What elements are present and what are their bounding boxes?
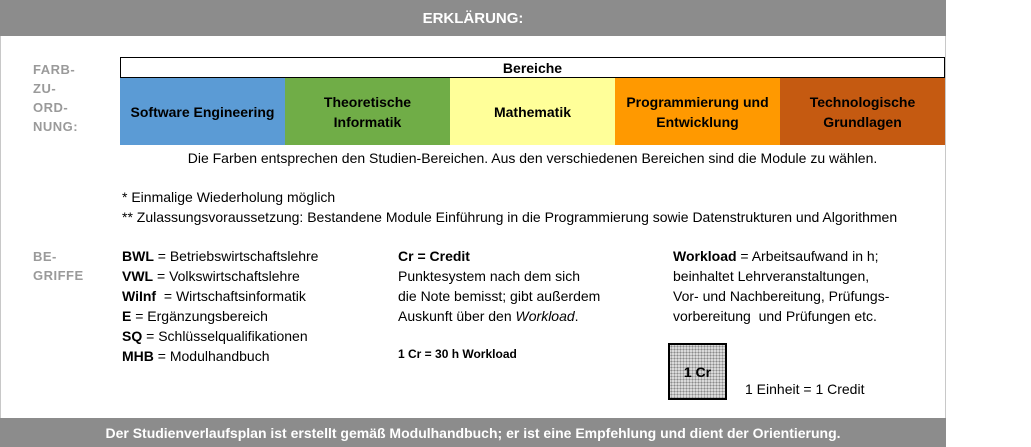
workload-text-line: Vor- und Nachbereitung, Prüfungs- <box>673 288 890 304</box>
credit-text-line: die Note bemisst; gibt außerdem <box>398 288 601 304</box>
workload-def: = Arbeitsaufwand in h; <box>736 248 879 264</box>
farb-label-line: ORD- <box>33 100 69 115</box>
legend-header <box>0 0 946 36</box>
bereiche-title: Bereiche <box>502 59 563 76</box>
farb-label-line: FARB- <box>33 62 76 77</box>
workload-definition <box>673 246 889 326</box>
abbr-definition: = Ergänzungsbereich <box>131 308 268 324</box>
farbzuordnung-label <box>33 60 78 136</box>
farb-label-line: NUNG: <box>33 119 79 134</box>
note-admission: ** Zulassungsvoraussetzung: Bestandene Module Einführung in die Programmierung sowie Datenstrukturen und Algorithmen <box>122 209 898 225</box>
abbr-term: VWL <box>122 268 154 284</box>
abbr-definition: = Betriebswirtschaftslehre <box>153 248 319 264</box>
bereiche-header <box>120 57 945 78</box>
credit-unit-caption: 1 Einheit = 1 Credit <box>745 381 865 397</box>
credit-text-fragment: . <box>574 308 579 324</box>
abbreviation-row <box>122 266 318 286</box>
workload-term: Workload <box>673 248 737 264</box>
abbr-definition: = Modulhandbuch <box>153 348 270 364</box>
area-label: Theoretische Informatik <box>323 93 412 130</box>
footer-text: Der Studienverlaufsplan ist erstellt gemäß Modulhandbuch; er ist eine Empfehlung und dient der Orientierung. <box>105 424 841 441</box>
abbr-definition: = Volkswirtschaftslehre <box>153 268 300 284</box>
abbreviation-list <box>122 246 318 366</box>
area-label: Programmierung und Entwicklung <box>626 93 769 130</box>
abbr-term: SQ <box>122 328 143 344</box>
abbr-definition: = Wirtschaftsinformatik <box>156 288 306 304</box>
credit-title: Cr = Credit <box>398 248 470 264</box>
abbreviation-row <box>122 246 318 266</box>
area-label: Technologische Grundlagen <box>809 93 916 130</box>
area-theoretische-informatik <box>285 78 450 145</box>
area-technologische-grundlagen <box>780 78 945 145</box>
credit-unit-box <box>668 343 727 400</box>
credit-text-fragment: Auskunft über den <box>398 308 516 324</box>
credit-definition <box>398 246 600 364</box>
area-label: Mathematik <box>493 103 572 120</box>
credit-text-line <box>398 306 600 326</box>
credit-conversion: 1 Cr = 30 h Workload <box>398 347 517 361</box>
credit-workload-emphasis: Workload <box>515 308 575 324</box>
legend-title: ERKLÄRUNG: <box>422 9 524 27</box>
abbreviation-row <box>122 326 318 346</box>
abbreviation-row <box>122 286 318 306</box>
credit-unit-label: 1 Cr <box>683 363 712 380</box>
abbr-definition: = Schlüsselqualifikationen <box>142 328 308 344</box>
bereiche-color-row <box>120 78 945 145</box>
workload-text-line: vorbereitung und Prüfungen etc. <box>673 308 877 324</box>
area-programmierung <box>615 78 780 145</box>
abbr-term: MHB <box>122 348 154 364</box>
color-description: Die Farben entsprechen den Studien-Bereichen. Aus den verschiedenen Bereichen sind die Module zu wählen. <box>187 150 878 166</box>
note-repeat: * Einmalige Wiederholung möglich <box>122 189 336 205</box>
legend-footer <box>0 418 946 447</box>
area-label: Software Engineering <box>130 103 275 120</box>
abbr-term: WiInf <box>122 288 157 304</box>
area-mathematik <box>450 78 615 145</box>
begriffe-label <box>33 247 84 285</box>
workload-text-line: beinhaltet Lehrveranstaltungen, <box>673 268 870 284</box>
abbreviation-row <box>122 306 318 326</box>
abbr-term: BWL <box>122 248 154 264</box>
abbreviation-row <box>122 346 318 366</box>
credit-text-line: Punktesystem nach dem sich <box>398 268 581 284</box>
begriffe-label-line: GRIFFE <box>33 268 84 283</box>
begriffe-label-line: BE- <box>33 249 57 264</box>
abbr-term: E <box>122 308 132 324</box>
farb-label-line: ZU- <box>33 81 57 96</box>
area-software-engineering <box>120 78 285 145</box>
